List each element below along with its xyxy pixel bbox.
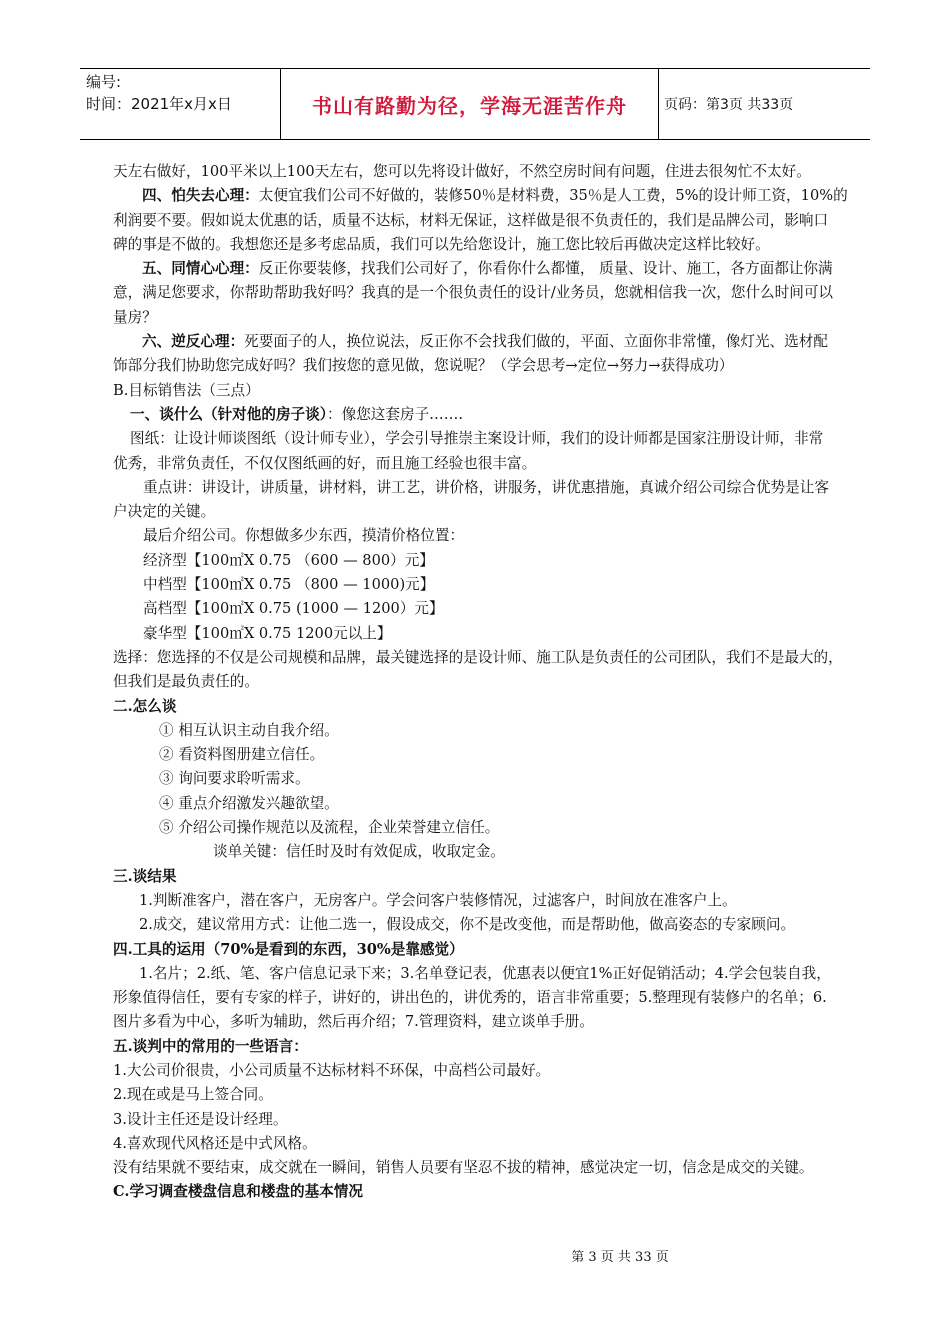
page-footer: 第 3 页 共 33 页 [571,1250,669,1265]
header-divider [658,69,659,139]
list-item: 1.大公司价很贵，小公司质量不达标材料不环保，中高档公司最好。 [113,1061,551,1079]
section-heading: C.学习调查楼盘信息和楼盘的基本情况 [113,1183,363,1201]
paragraph-line: 量房？ [113,308,157,326]
paragraph-line: 一、谈什么（针对他的房子谈）：像您这套房子……. [130,405,463,423]
paragraph-line: 饰部分我们协助您完成好吗？我们按您的意见做，您说呢？（学会思考→定位→努力→获得成功） [113,357,734,375]
paragraph-line: 选择：您选择的不仅是公司规模和品牌，最关键选择的是设计师、施工队是负责任的公司团队，我们不是最大的， [113,648,843,666]
paragraph-line: 但我们是最负责任的。 [113,673,259,691]
paragraph-line: 优秀，非常负责任，不仅仅图纸画的好，而且施工经验也很丰富。 [113,454,537,472]
paragraph-line: 图片多看为中心，多听为辅助，然后再介绍；7.管理资料，建立谈单手册。 [113,1013,594,1031]
paragraph-line: 利润要不要。假如说太优惠的话，质量不达标，材料无保证，这样做是很不负责任的，我们是品牌公司，影响口 [113,211,829,229]
list-item: 4.喜欢现代风格还是中式风格。 [113,1134,317,1152]
header-meta [86,71,276,137]
paragraph-line: 四、怕失去心理：太便宜我们公司不好做的，装修50％是材料费，35％是人工费，5%的设计师工资，10%的 [142,187,848,205]
section-heading: 二.怎么谈 [113,697,177,715]
paragraph-line: 最后介绍公司。你想做多少东西，摸清价格位置： [143,527,465,545]
list-item: 3.设计主任还是设计经理。 [113,1110,288,1128]
section-heading: 一、谈什么（针对他的房子谈） [130,405,328,423]
list-item: 2.现在或是马上签合同。 [113,1086,273,1104]
page-header [80,68,870,140]
document-number-label: 编号: [86,73,122,91]
section-title: B.目标销售法（三点） [113,381,260,399]
list-item: ③ 询问要求聆听需求。 [159,770,310,788]
list-item: ④ 重点介绍激发兴趣欲望。 [159,794,339,812]
list-item: 2.成交，建议常用方式：让他二选一，假设成交，你不是改变他，而是帮助他，做高姿态的专家顾问。 [139,916,796,934]
paragraph-line: 图纸：让设计师谈图纸（设计师专业），学会引导推崇主案设计师，我们的设计师都是国家注册设计师，非常 [130,430,824,448]
paragraph-line: 六、逆反心理：死要面子的人，换位说法，反正你不会找我们做的，平面、立面你非常懂，像灯光、选材配 [142,333,828,351]
price-tier: 中档型【100㎡X 0.75 （800 — 1000)元】 [143,576,435,594]
paragraph-line: 1.名片；2.纸、笔、客户信息记录下来；3.名单登记表，优惠表以便宜1%正好促销活动；4.学会包装自我， [139,964,831,982]
paragraph-line: 重点讲：讲设计，讲质量，讲材料，讲工艺，讲价格，讲服务，讲优惠措施，真诚介绍公司综合优势是让客 [143,478,829,496]
list-item: ② 看资料图册建立信任。 [159,746,325,764]
header-motto: 书山有路勤为径，学海无涯苦作舟 [312,93,627,118]
list-item: ① 相互认识主动自我介绍。 [159,721,339,739]
paragraph-line: 碑的事是不做的。我想您还是多考虑品质，我们可以先给您设计，施工您比较后再做决定这样比较好。 [113,235,770,253]
section-heading: 五、同情心心理： [142,260,259,278]
paragraph-line: 意，满足您要求，你帮助帮助我好吗？我真的是一个很负责任的设计/业务员，您就相信我一次，您什么时间可以 [113,284,834,302]
document-time-label: 时间：2021年x月x日 [86,95,232,113]
list-item: ⑤ 介绍公司操作规范以及流程，企业荣誉建立信任。 [159,819,500,837]
price-tier: 经济型【100㎡X 0.75 （600 — 800）元】 [143,551,434,569]
paragraph-line: 没有结果就不要结束，成交就在一瞬间，销售人员要有坚忍不拔的精神，感觉决定一切，信念是成交的关键。 [113,1159,814,1177]
section-heading: 五.谈判中的常用的一些语言： [113,1037,308,1055]
document-body [113,160,848,1205]
section-heading: 三.谈结果 [113,867,177,885]
section-heading: 四、怕失去心理： [142,187,259,205]
paragraph-line: 形象值得信任，要有专家的样子，讲好的，讲出色的，讲优秀的，语言非常重要；5.整理现有装修户的名单；6. [113,989,827,1007]
paragraph-line: 户决定的关键。 [113,503,216,521]
list-item: 1.判断准客户，潜在客户，无房客户。学会问客户装修情况，过滤客户，时间放在准客户上。 [139,891,737,909]
price-tier: 豪华型【100㎡X 0.75 1200元以上】 [143,624,392,642]
price-tier: 高档型【100㎡X 0.75 (1000 — 1200）元】 [143,600,444,618]
paragraph-line: 五、同情心心理：反正你要装修，找我们公司好了，你看你什么都懂， 质量、设计、施工，各方面都让你满 [142,260,833,278]
paragraph-line: 天左右做好，100平米以上100天左右，您可以先将设计做好，不然空房时间有问题，住进去很匆忙不太好。 [113,163,811,180]
section-heading: 六、逆反心理： [142,333,245,351]
section-heading: 四.工具的运用（70%是看到的东西，30%是靠感觉） [113,940,464,958]
paragraph-line: 谈单关键：信任时及时有效促成，收取定金。 [213,843,505,861]
header-page-info: 页码：第3页 共33页 [664,97,794,113]
